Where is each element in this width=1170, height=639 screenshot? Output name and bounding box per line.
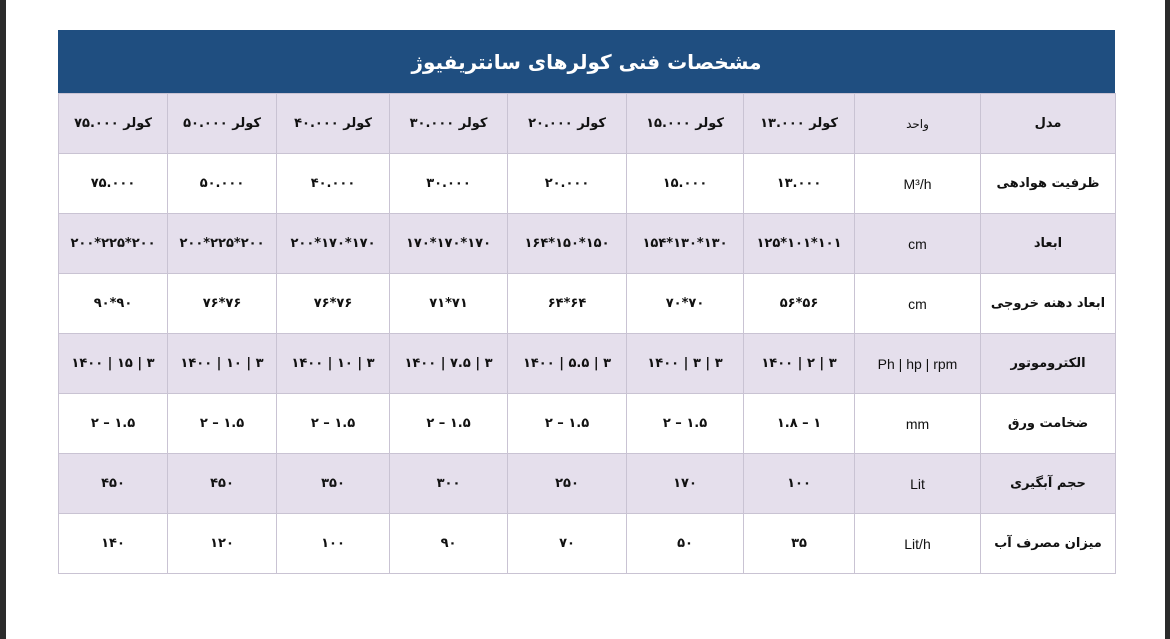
table-row — [59, 454, 1116, 514]
header-model-label: مدل — [981, 94, 1116, 154]
row-value-cell: ۱۷۰*۱۷۰*۲۰۰ — [277, 214, 390, 274]
row-value-cell: ۹۰ — [390, 514, 508, 574]
row-value-cell: ۱۵.۰۰۰ — [627, 154, 744, 214]
row-value-cell: ۱.۵ – ۲ — [277, 394, 390, 454]
window-frame-right — [1165, 0, 1170, 639]
row-value-cell: ۴۵۰ — [168, 454, 277, 514]
row-value-cell: ۹۰*۹۰ — [59, 274, 168, 334]
row-label: ظرفیت هوادهی — [981, 154, 1116, 214]
row-value-cell: ۱.۵ – ۲ — [59, 394, 168, 454]
row-unit: cm — [855, 214, 981, 274]
table-row — [59, 274, 1116, 334]
header-model-cell: کولر ۷۵.۰۰۰ — [59, 94, 168, 154]
row-label: الکتروموتور — [981, 334, 1116, 394]
row-value-cell: ۱۵۰*۱۵۰*۱۶۴ — [508, 214, 627, 274]
row-value-cell: ۳ | ۳ | ۱۴۰۰ — [627, 334, 744, 394]
row-value-cell: ۳ | ۱۵ | ۱۴۰۰ — [59, 334, 168, 394]
table-row — [59, 154, 1116, 214]
row-value-cell: ۱۰۰ — [277, 514, 390, 574]
row-label: حجم آبگیری — [981, 454, 1116, 514]
row-value-cell: ۱۲۰ — [168, 514, 277, 574]
row-label: ضخامت ورق — [981, 394, 1116, 454]
window-frame-left — [0, 0, 6, 639]
row-value-cell: ۱ – ۱.۸ — [744, 394, 855, 454]
row-value-cell: ۵۰ — [627, 514, 744, 574]
spec-table — [58, 93, 1116, 574]
header-model-cell: کولر ۱۵.۰۰۰ — [627, 94, 744, 154]
row-value-cell: ۳ | ۷.۵ | ۱۴۰۰ — [390, 334, 508, 394]
row-value-cell: ۱.۵ – ۲ — [508, 394, 627, 454]
row-value-cell: ۳ | ۵.۵ | ۱۴۰۰ — [508, 334, 627, 394]
row-value-cell: ۳۵۰ — [277, 454, 390, 514]
row-unit: cm — [855, 274, 981, 334]
row-value-cell: ۱۳۰*۱۳۰*۱۵۴ — [627, 214, 744, 274]
row-value-cell: ۳ | ۱۰ | ۱۴۰۰ — [168, 334, 277, 394]
table-row — [59, 394, 1116, 454]
spec-sheet — [58, 30, 1115, 574]
row-unit: Lit — [855, 454, 981, 514]
row-value-cell: ۱.۵ – ۲ — [627, 394, 744, 454]
row-unit: M³/h — [855, 154, 981, 214]
table-row — [59, 514, 1116, 574]
header-model-cell: کولر ۱۳.۰۰۰ — [744, 94, 855, 154]
row-label: ابعاد دهنه خروجی — [981, 274, 1116, 334]
row-label: ابعاد — [981, 214, 1116, 274]
row-value-cell: ۵۶*۵۶ — [744, 274, 855, 334]
row-value-cell: ۴۵۰ — [59, 454, 168, 514]
table-header-row — [59, 94, 1116, 154]
row-value-cell: ۶۴*۶۴ — [508, 274, 627, 334]
row-value-cell: ۲۰۰*۲۲۵*۲۰۰ — [168, 214, 277, 274]
row-unit: mm — [855, 394, 981, 454]
row-value-cell: ۷۰ — [508, 514, 627, 574]
header-unit-label: واحد — [855, 94, 981, 154]
row-value-cell: ۳ | ۱۰ | ۱۴۰۰ — [277, 334, 390, 394]
row-value-cell: ۲۰.۰۰۰ — [508, 154, 627, 214]
row-value-cell: ۷۱*۷۱ — [390, 274, 508, 334]
header-model-cell: کولر ۳۰.۰۰۰ — [390, 94, 508, 154]
header-model-cell: کولر ۲۰.۰۰۰ — [508, 94, 627, 154]
row-value-cell: ۱۳.۰۰۰ — [744, 154, 855, 214]
row-value-cell: ۳۰۰ — [390, 454, 508, 514]
header-model-cell: کولر ۴۰.۰۰۰ — [277, 94, 390, 154]
row-value-cell: ۴۰.۰۰۰ — [277, 154, 390, 214]
table-row — [59, 334, 1116, 394]
row-value-cell: ۲۰۰*۲۲۵*۲۰۰ — [59, 214, 168, 274]
row-value-cell: ۱.۵ – ۲ — [390, 394, 508, 454]
table-title: مشخصات فنی کولرهای سانتریفیوژ — [58, 30, 1115, 93]
row-value-cell: ۵۰.۰۰۰ — [168, 154, 277, 214]
row-unit: Lit/h — [855, 514, 981, 574]
row-value-cell: ۱۷۰ — [627, 454, 744, 514]
row-value-cell: ۷۵.۰۰۰ — [59, 154, 168, 214]
row-unit: Ph | hp | rpm — [855, 334, 981, 394]
row-value-cell: ۲۵۰ — [508, 454, 627, 514]
row-value-cell: ۳۰.۰۰۰ — [390, 154, 508, 214]
row-value-cell: ۱۴۰ — [59, 514, 168, 574]
row-value-cell: ۷۶*۷۶ — [168, 274, 277, 334]
row-value-cell: ۱۰۰ — [744, 454, 855, 514]
row-value-cell: ۳۵ — [744, 514, 855, 574]
header-model-cell: کولر ۵۰.۰۰۰ — [168, 94, 277, 154]
row-label: میزان مصرف آب — [981, 514, 1116, 574]
table-row — [59, 214, 1116, 274]
row-value-cell: ۷۰*۷۰ — [627, 274, 744, 334]
row-value-cell: ۱۷۰*۱۷۰*۱۷۰ — [390, 214, 508, 274]
row-value-cell: ۱۰۱*۱۰۱*۱۲۵ — [744, 214, 855, 274]
row-value-cell: ۱.۵ – ۲ — [168, 394, 277, 454]
row-value-cell: ۳ | ۲ | ۱۴۰۰ — [744, 334, 855, 394]
row-value-cell: ۷۶*۷۶ — [277, 274, 390, 334]
